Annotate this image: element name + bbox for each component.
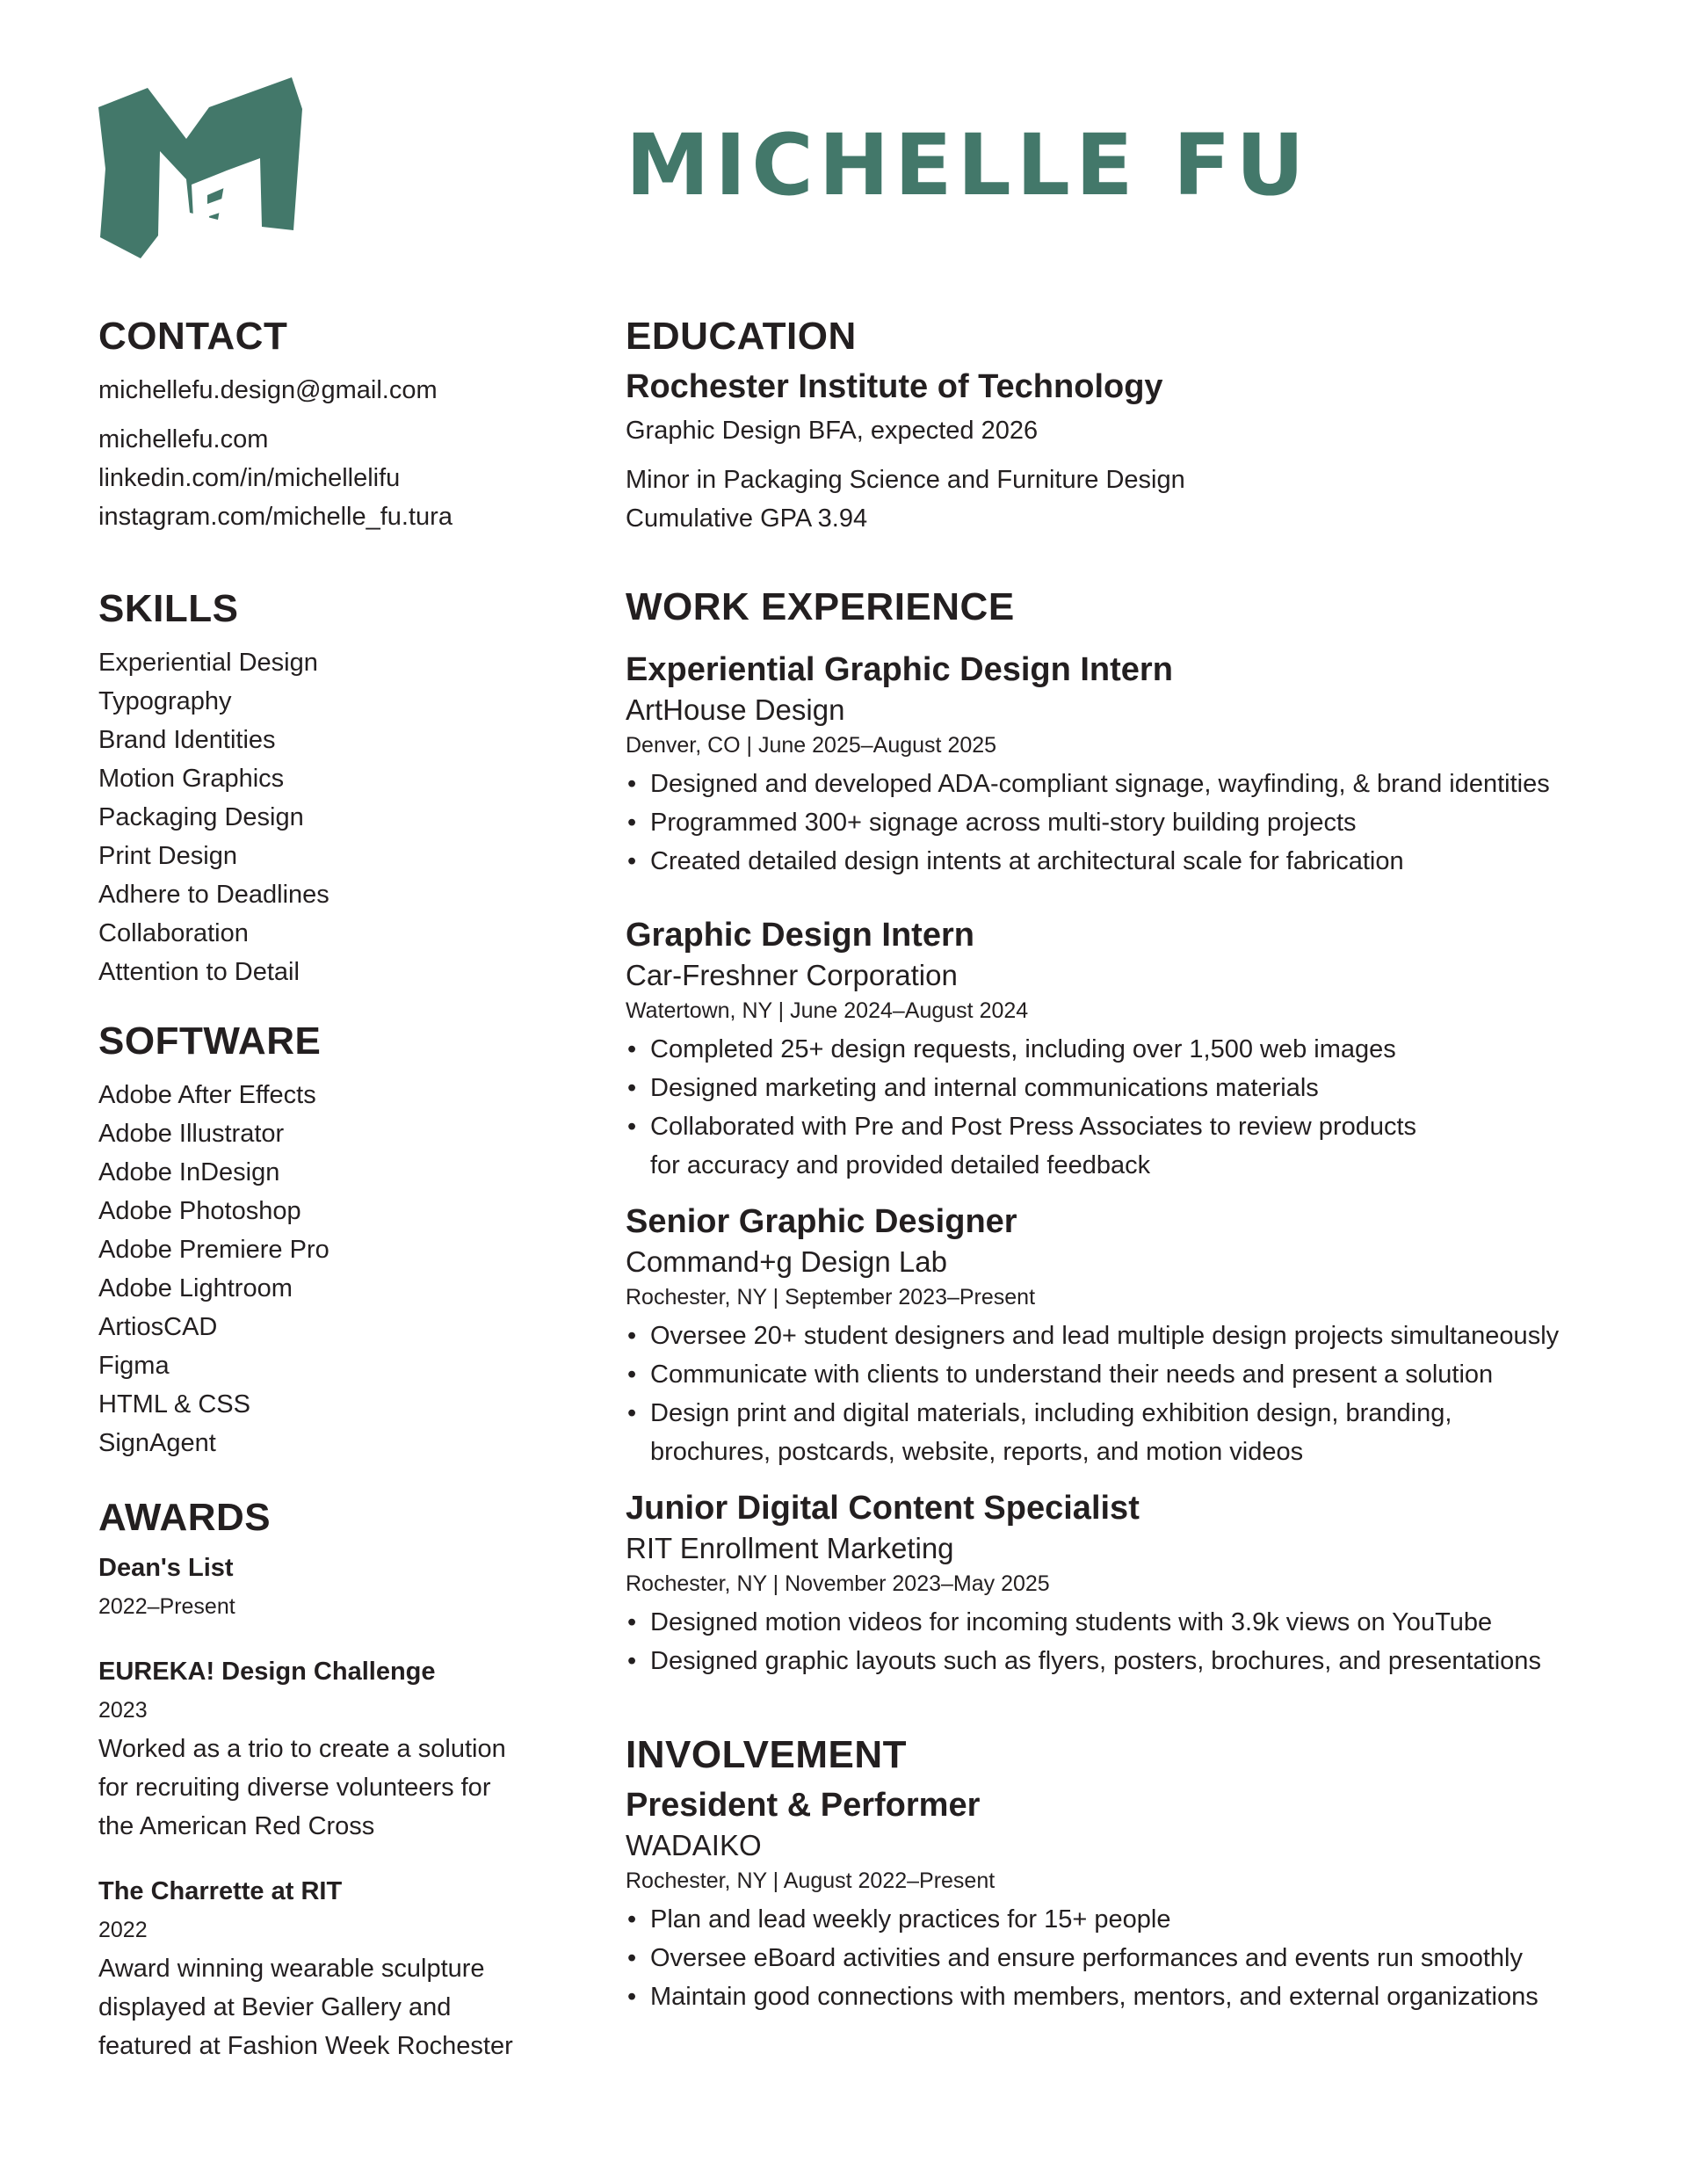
applicant-name: MICHELLE FU <box>626 116 1310 214</box>
contact-instagram[interactable]: instagram.com/michelle_fu.tura <box>98 503 453 531</box>
software-item: Adobe Illustrator <box>98 1120 285 1148</box>
job-company: Car-Freshner Corporation <box>626 959 958 991</box>
skill-item: Collaboration <box>98 919 249 947</box>
job-entry <box>626 914 1610 1185</box>
job-bullet: • Programmed 300+ signage across multi-story building projects <box>626 803 1610 842</box>
skill-item: Adhere to Deadlines <box>98 881 329 909</box>
job-bullets <box>626 1030 1610 1185</box>
involvement-meta: Rochester, NY | August 2022–Present <box>626 1868 996 1893</box>
skill-item: Packaging Design <box>98 803 304 831</box>
involvement-bullet: • Maintain good connections with members, mentors, and external organizations <box>626 1977 1610 2016</box>
software-item: Adobe InDesign <box>98 1158 280 1186</box>
job-bullet: • Completed 25+ design requests, including over 1,500 web images <box>626 1030 1610 1069</box>
skill-item: Typography <box>98 687 232 715</box>
skill-item: Experiential Design <box>98 649 318 677</box>
software-item: Figma <box>98 1352 170 1380</box>
job-entry <box>626 1201 1610 1471</box>
software-item: Adobe After Effects <box>98 1081 316 1109</box>
skills-heading: SKILLS <box>98 587 239 630</box>
software-heading: SOFTWARE <box>98 1019 322 1063</box>
job-bullets <box>626 1317 1610 1471</box>
work-experience-section <box>626 584 1610 1680</box>
involvement-bullet: • Oversee eBoard activities and ensure performances and events run smoothly <box>626 1939 1610 1977</box>
job-bullet-continuation: brochures, postcards, website, reports, and motion videos <box>650 1438 1304 1466</box>
job-bullet: • Created detailed design intents at architectural scale for fabrication <box>626 842 1610 881</box>
award-description-line: Worked as a trio to create a solution <box>98 1735 506 1763</box>
job-meta: Denver, CO | June 2025–August 2025 <box>626 733 997 758</box>
mf-monogram-logo <box>95 72 302 264</box>
award-description-line: the American Red Cross <box>98 1812 375 1840</box>
job-title: Senior Graphic Designer <box>626 1203 1017 1240</box>
skill-item: Motion Graphics <box>98 765 285 793</box>
job-title: Experiential Graphic Design Intern <box>626 651 1173 688</box>
award-item <box>98 1549 590 1626</box>
right-column <box>626 313 1610 2016</box>
job-bullet: • Collaborated with Pre and Post Press Associates to review products <box>626 1107 1610 1146</box>
education-institution: Rochester Institute of Technology <box>626 368 1163 405</box>
job-bullet: • Communicate with clients to understand their needs and present a solution <box>626 1355 1610 1394</box>
award-year: 2023 <box>98 1698 148 1723</box>
contact-heading: CONTACT <box>98 315 288 358</box>
involvement-bullets <box>626 1900 1610 2016</box>
logo-f-shape <box>192 171 232 251</box>
skill-item: Attention to Detail <box>98 958 300 986</box>
skill-item: Brand Identities <box>98 726 276 754</box>
award-item <box>98 1652 590 1846</box>
job-title: Graphic Design Intern <box>626 917 974 954</box>
job-entry <box>626 1487 1610 1680</box>
job-company: ArtHouse Design <box>626 693 845 726</box>
job-company: Command+g Design Lab <box>626 1245 947 1278</box>
software-item: HTML & CSS <box>98 1390 250 1419</box>
software-item: Adobe Premiere Pro <box>98 1236 329 1264</box>
contact-section <box>98 313 590 536</box>
contact-website[interactable]: michellefu.com <box>98 425 269 453</box>
contact-linkedin[interactable]: linkedin.com/in/michellelifu <box>98 464 401 492</box>
software-section <box>98 1018 590 1462</box>
award-title: EUREKA! Design Challenge <box>98 1658 436 1686</box>
job-bullet: • Designed graphic layouts such as flyers, posters, brochures, and presentations <box>626 1642 1610 1680</box>
job-bullets <box>626 765 1610 881</box>
job-bullet: • Designed marketing and internal communications materials <box>626 1069 1610 1107</box>
job-bullet: • Designed motion videos for incoming students with 3.9k views on YouTube <box>626 1603 1610 1642</box>
job-title: Junior Digital Content Specialist <box>626 1490 1140 1527</box>
skill-item: Print Design <box>98 842 237 870</box>
software-item: Adobe Lightroom <box>98 1274 293 1302</box>
job-meta: Rochester, NY | September 2023–Present <box>626 1285 1036 1310</box>
skills-section <box>98 585 590 991</box>
involvement-heading: INVOLVEMENT <box>626 1733 908 1776</box>
education-degree: Graphic Design BFA, expected 2026 <box>626 417 1039 445</box>
award-description-line: featured at Fashion Week Rochester <box>98 2032 513 2060</box>
involvement-org: WADAIKO <box>626 1829 762 1861</box>
award-description-line: displayed at Bevier Gallery and <box>98 1993 452 2021</box>
award-item <box>98 1872 590 2065</box>
job-meta: Rochester, NY | November 2023–May 2025 <box>626 1571 1050 1596</box>
software-item: ArtiosCAD <box>98 1313 218 1341</box>
contact-email[interactable]: michellefu.design@gmail.com <box>98 376 438 404</box>
job-bullet: • Designed and developed ADA-compliant signage, wayfinding, & brand identities <box>626 765 1610 803</box>
job-entry <box>626 649 1610 881</box>
work-heading: WORK EXPERIENCE <box>626 585 1015 628</box>
education-minor: Minor in Packaging Science and Furniture Design <box>626 466 1185 494</box>
job-bullet: • Oversee 20+ student designers and lead multiple design projects simultaneously <box>626 1317 1610 1355</box>
involvement-role: President & Performer <box>626 1787 981 1824</box>
award-title: The Charrette at RIT <box>98 1877 343 1905</box>
software-item: Adobe Photoshop <box>98 1197 301 1225</box>
awards-section <box>98 1494 590 2065</box>
involvement-bullet: • Plan and lead weekly practices for 15+ people <box>626 1900 1610 1939</box>
job-meta: Watertown, NY | June 2024–August 2024 <box>626 998 1029 1023</box>
involvement-section <box>626 1731 1610 2016</box>
left-column <box>98 313 590 2065</box>
award-year: 2022–Present <box>98 1594 235 1619</box>
education-section <box>626 313 1610 538</box>
software-item: SignAgent <box>98 1429 216 1457</box>
job-bullet-continuation: for accuracy and provided detailed feedback <box>650 1151 1151 1179</box>
award-description-line: Award winning wearable sculpture <box>98 1955 485 1983</box>
job-bullet: • Design print and digital materials, including exhibition design, branding, <box>626 1394 1610 1433</box>
education-gpa: Cumulative GPA 3.94 <box>626 504 868 533</box>
award-year: 2022 <box>98 1918 148 1942</box>
award-title: Dean's List <box>98 1554 234 1582</box>
job-company: RIT Enrollment Marketing <box>626 1532 954 1564</box>
job-bullets <box>626 1603 1610 1680</box>
education-heading: EDUCATION <box>626 315 857 358</box>
awards-heading: AWARDS <box>98 1496 272 1539</box>
award-description-line: for recruiting diverse volunteers for <box>98 1774 491 1802</box>
